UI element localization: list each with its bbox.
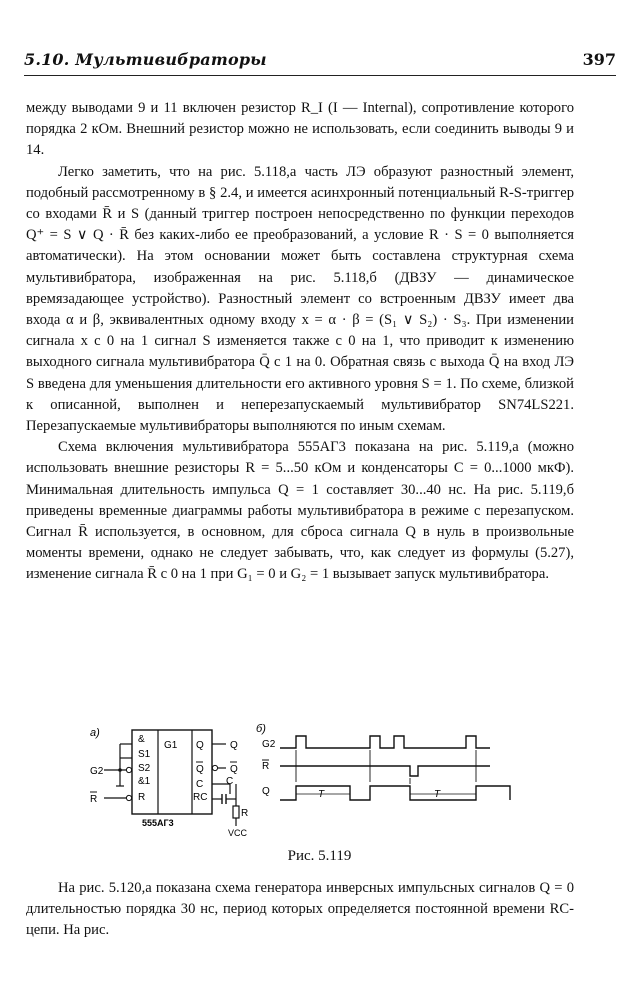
t-label-2: T (434, 789, 441, 800)
chip-q: Q (196, 740, 204, 751)
section-title: 5.10. Мультивибраторы (24, 50, 267, 69)
body-text-continued (26, 878, 574, 942)
header-rule (24, 75, 616, 76)
vcc-label: VCC (228, 828, 248, 838)
figure-caption: Рис. 5.119 (287, 848, 352, 864)
inv-bubble-qbar (212, 765, 217, 770)
signal-rbar-label: R (262, 761, 270, 772)
chip-r: R (138, 792, 146, 803)
paragraph-2: Легко заметить, что на рис. 5.118,а часть ЛЭ образуют разностный элемент, подобный рассмотренному в § 2.4, и имеется асинхронный потенциальный R-S-триггер со входами R̄ и S (данный триггер построен непосредственно по функции переходов Q⁺ = S ∨ Q · R̄ без каких-либо ее преобразований, а условие R · S = 0 выполняется автоматически). На этом основании может быть составлена структурная схема мультивибратора, изображенная на рис. 5.118,б (ДВЗУ — динамическое времязадающее устройство). Разностный элемент со встроенным ДВЗУ имеет два входа α и β, эквивалентных одному входу x = α · β = (S₁ ∨ S₂) · S₃. При изменении сигнала x с 0 на 1 сигнал S изменяется также с 0 на 1, что приводит к изменению выходного сигнала мультивибратора Q̄ с 1 на 0. Обратная связь с выхода Q̄ на вход ЛЭ S введена для уменьшения длительности его активного уровня S = 1. По схеме, близкой к описанной, выполнен и неперезапускаемый мультивибратор SN74LS221. Перезапускаемые мультивибраторы выполняются по иным схемам. (26, 163, 574, 435)
figure-5-119 (80, 722, 560, 842)
output-q: Q (230, 740, 238, 751)
input-g2: G2 (90, 766, 104, 777)
ext-c-label: C (226, 776, 234, 787)
signal-g2-label: G2 (262, 739, 276, 750)
signal-q-label: Q (262, 786, 270, 797)
inv-bubble-r (126, 795, 131, 800)
label-b: б) (256, 723, 266, 735)
chip-name: 555АГ3 (142, 818, 174, 828)
chip-qbar: Q (196, 764, 204, 775)
paragraph-3: Схема включения мультивибратора 555АГ3 показана на рис. 5.119,а (можно использовать внешние резисторы R = 5...50 кОм и конденсаторы C = 0...1000 мкФ). Минимальная длительность импульса Q = 1 составляет 30...40 нс. На рис. 5.119,б приведены временные диаграммы работы мультивибратора в режиме с перезапуском. Сигнал R̄ используется, в основном, для сброса сигнала Q в нуль в произвольные моменты времени, однако не следует забывать, что, как следует из формулы (5.27), изменение сигнала R̄ с 0 на 1 при G₁ = 0 и G₂ = 1 вызывает запуск мультивибратора. (26, 439, 574, 583)
junction-g2 (118, 768, 122, 772)
chip-and: & (138, 734, 145, 745)
waveform-rbar (280, 766, 490, 776)
paragraph-1: между выводами 9 и 11 включен резистор R_I (I — Internal), сопротивление которого порядка 2 кОм. Внешний резистор можно не использовать, если соединить выводы 9 и 14. (26, 100, 574, 159)
t-label-1: T (318, 789, 325, 800)
chip-c: C (196, 779, 204, 790)
waveform-g2 (280, 736, 490, 748)
ext-r-label: R (241, 808, 249, 819)
chip-s1: S1 (138, 749, 151, 760)
page-number: 397 (582, 50, 616, 69)
chip-rc: RC (193, 792, 208, 803)
chip-s2: S2 (138, 763, 151, 774)
waveform-q (280, 786, 510, 800)
output-qbar: Q (230, 764, 238, 775)
chip-and1: &1 (138, 776, 151, 787)
inv-bubble-s2 (126, 767, 131, 772)
body-text (26, 98, 574, 586)
input-rbar: R (90, 794, 98, 805)
running-head (24, 50, 616, 78)
paragraph-4: На рис. 5.120,а показана схема генератора инверсных импульсных сигналов Q = 0 длительностью порядка 30 нс, период которых определяется постоянной времени RC-цепи. На рис. (26, 880, 574, 939)
resistor-body (233, 806, 239, 818)
chip-g1: G1 (164, 740, 178, 751)
label-a: а) (90, 727, 100, 739)
